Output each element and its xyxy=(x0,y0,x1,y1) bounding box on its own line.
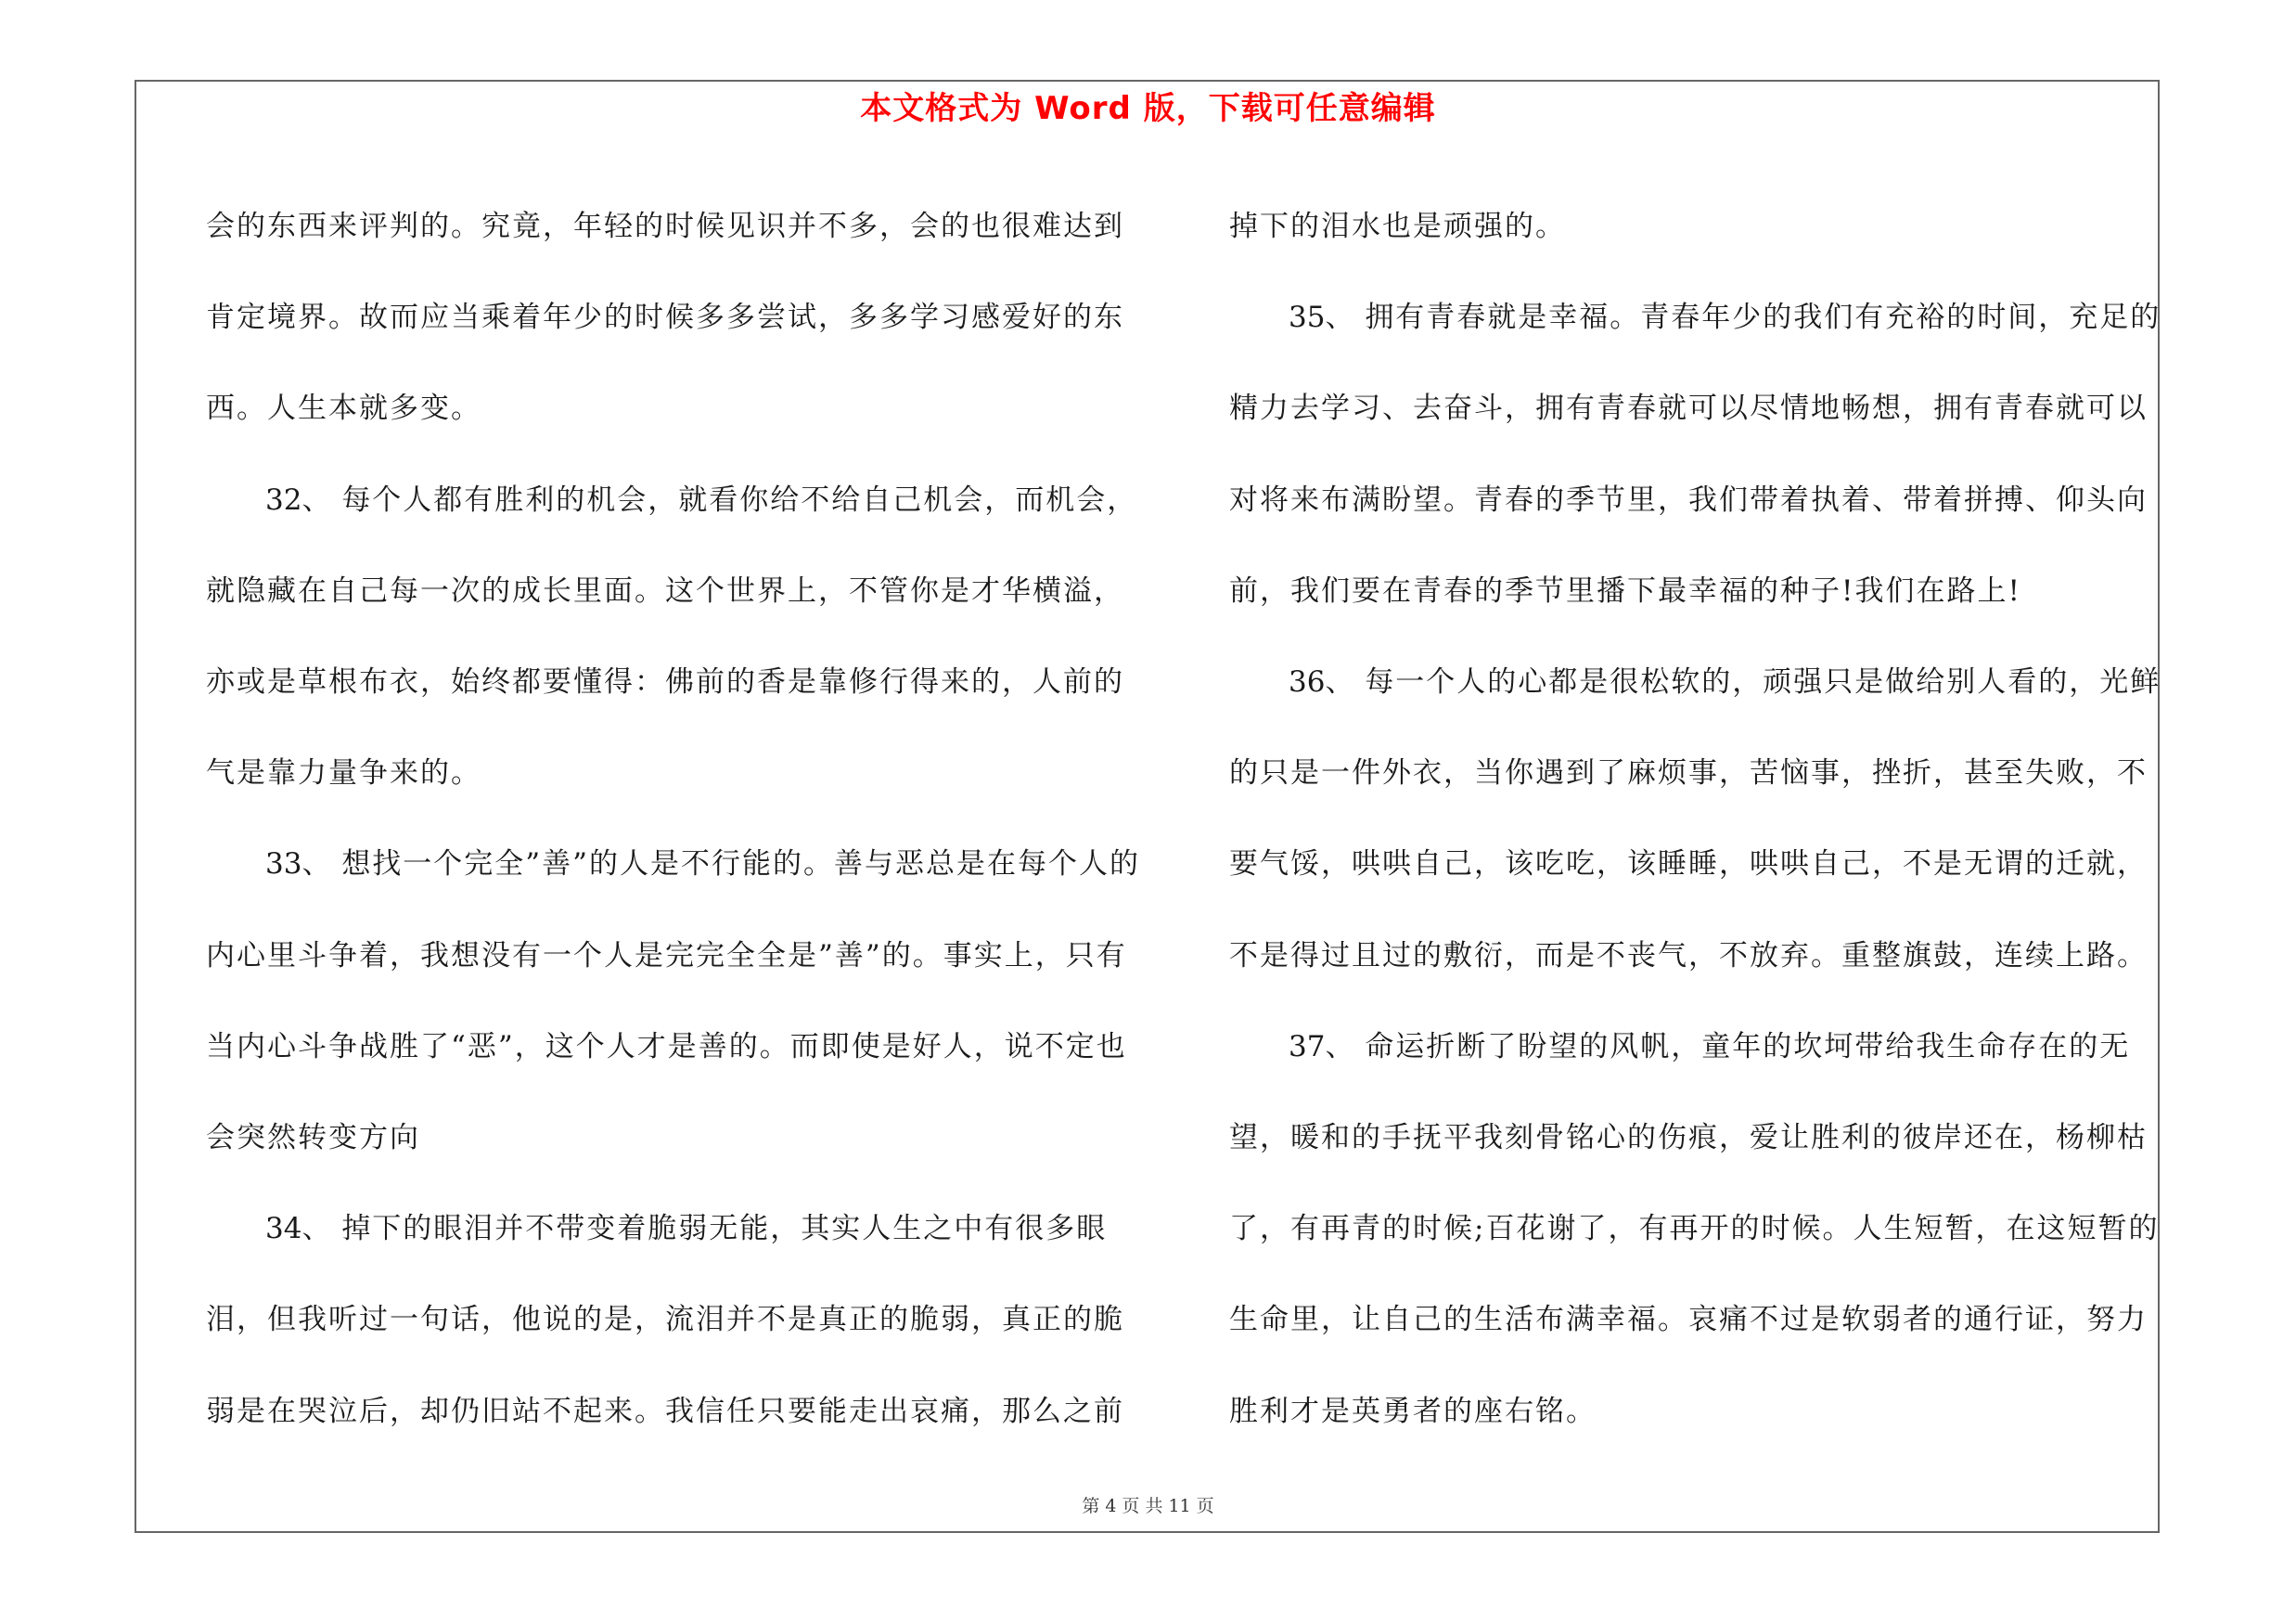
right-column xyxy=(1229,181,2166,1457)
paragraph-text: 掉下的眼泪并不带变着脆弱无能，其实人生之中有很多眼泪，但我听过一句话，他说的是，流泪并不是真正的脆弱，真正的脆弱是在哭泣后，却仍旧站不起来。我信任只要能走出哀痛，那么之前 xyxy=(206,1212,1124,1428)
paragraph-text: 拥有青春就是幸福。青春年少的我们有充裕的时间，充足的精力去学习、去奋斗，拥有青春就可以尽情地畅想，拥有青春就可以对将来布满盼望。青春的季节里，我们带着执着、带着拼搏、仰头向前，我们要在青春的季节里播下最幸福的种子!我们在路上! xyxy=(1229,301,2161,608)
paragraph-continued xyxy=(206,181,1143,455)
footer-page-number: 4 xyxy=(1105,1496,1117,1516)
paragraph-number: 36、 xyxy=(1289,665,1354,700)
paragraph-number: 37、 xyxy=(1289,1029,1354,1063)
paragraph-number: 33、 xyxy=(265,847,331,882)
paragraph-text: 会的东西来评判的。究竟，年轻的时候见识并不多，会的也很难达到肯定境界。故而应当乘着年少的时候多多尝试，多多学习感爱好的东西。人生本就多变。 xyxy=(206,210,1124,426)
paragraph-34 xyxy=(206,1183,1143,1457)
paragraph-number: 34、 xyxy=(265,1212,331,1246)
footer-suffix: 页 xyxy=(1196,1496,1214,1516)
format-banner: 本文格式为 Word 版，下载可任意编辑 xyxy=(860,90,1436,127)
paragraph-text: 每个人都有胜利的机会，就看你给不给自己机会，而机会，就隐藏在自己每一次的成长里面。这个世界上，不管你是才华横溢，亦或是草根布衣，始终都要懂得：佛前的香是靠修行得来的，人前的气是靠力量争来的。 xyxy=(206,483,1138,791)
paragraph-32 xyxy=(206,455,1143,819)
footer-prefix: 第 xyxy=(1082,1496,1100,1516)
paragraph-number: 35、 xyxy=(1289,301,1354,335)
paragraph-37 xyxy=(1229,1001,2166,1457)
paragraph-text: 命运折断了盼望的风帆，童年的坎坷带给我生命存在的无望，暖和的手抚平我刻骨铭心的伤痕，爱让胜利的彼岸还在，杨柳枯了，有再青的时候;百花谢了，有再开的时候。人生短暂，在这短暂的生命里，让自己的生活布满幸福。哀痛不过是软弱者的通行证，努力胜利才是英勇者的座右铭。 xyxy=(1229,1029,2160,1428)
paragraph-33 xyxy=(206,818,1143,1183)
paragraph-text: 想找一个完全”善”的人是不行能的。善与恶总是在每个人的内心里斗争着，我想没有一个人是完完全全是”善”的。事实上，只有当内心斗争战胜了“恶”，这个人才是善的。而即使是好人，说不定也会突然转变方向 xyxy=(206,847,1141,1155)
paragraph-35 xyxy=(1229,272,2166,637)
paragraph-text: 每一个人的心都是很松软的，顽强只是做给别人看的，光鲜的只是一件外衣，当你遇到了麻烦事，苦恼事，挫折，甚至失败，不要气馁，哄哄自己，该吃吃，该睡睡，哄哄自己，不是无谓的迁就，不是得过且过的敷衍，而是不丧气，不放弃。重整旗鼓，连续上路。 xyxy=(1229,665,2161,973)
page-footer xyxy=(0,1494,2296,1518)
paragraph-36 xyxy=(1229,637,2166,1001)
footer-middle: 页 共 xyxy=(1122,1496,1163,1516)
left-column xyxy=(206,181,1143,1457)
paragraph-continued xyxy=(1229,181,2166,272)
paragraph-number: 32、 xyxy=(265,483,331,517)
paragraph-text: 掉下的泪水也是顽强的。 xyxy=(1229,210,1566,243)
footer-total-pages: 11 xyxy=(1168,1496,1191,1516)
